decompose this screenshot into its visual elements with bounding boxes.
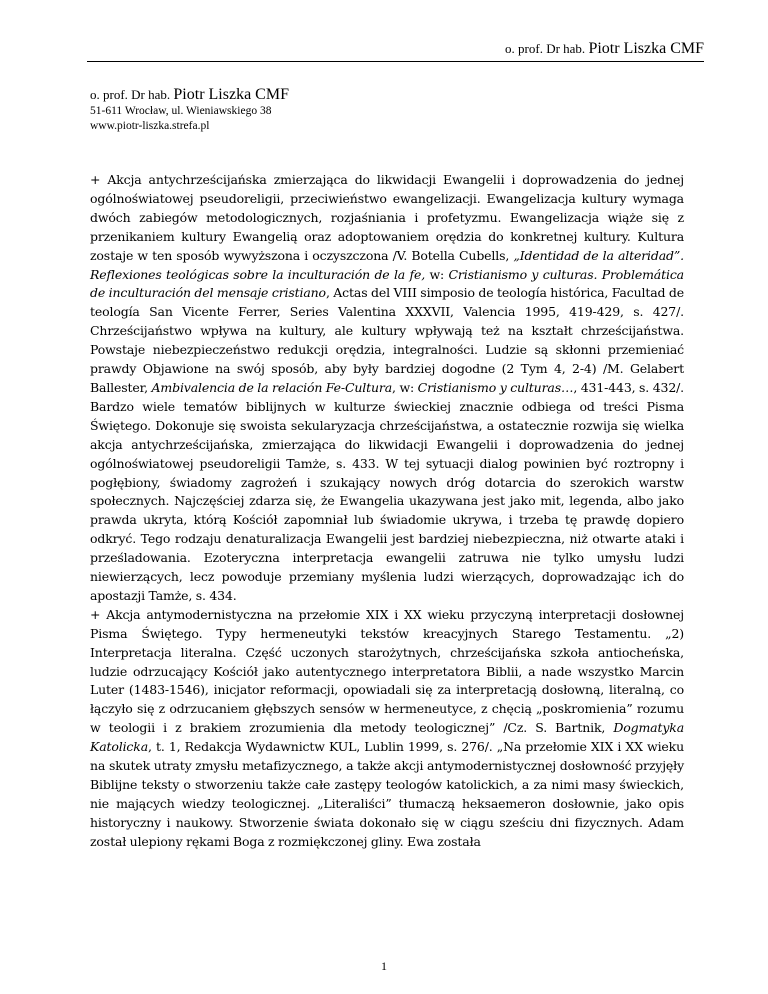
header-prefix: o. prof. Dr hab.: [505, 41, 586, 56]
paragraph-akcja-antychrzescijanska: [90, 171, 684, 606]
text-run: , 431-443, s. 432/. Bardzo wiele tematów biblijnych w kulturze świeckiej znacznie odbiega od treści Pisma Świętego. Dokonuje się swoista sekularyzacja chrześcijaństwa, a ostatecznie rozwija się wielka akcja antychrześcijańska, zmierzająca do likwidacji Ewangelii i doprowadzenia do jednej ogólnoświatowej pseudoreligii Tamże, s. 433. W tej sytuacji dialog powinien być roztropny i pogłębiony, świadomy zagrożeń i szukający nowych dróg dotarcia do szerokich warstw społecznych. Najczęściej zdarza się, że Ewangelia ukazywana jest jako mit, legenda, albo jako prawda ukryta, którą Kościół zapomniał lub świadomie ukrywa, i trzeba tę prawdę dopiero odkryć. Tego rodzaju denaturalizacja Ewangelii jest bardziej niebezpieczna, niż otwarte ataki i prześladowania. Ezoteryczna interpretacja ewangelii zatruwa nie tylko umysłu ludzi niewierzących, lecz powoduje przemiany myślenia ludzi wierzących, doprowadzając ich do apostazji Tamże, s. 434.: [90, 379, 685, 603]
page-number: 1: [381, 959, 387, 973]
author-name: Piotr Liszka CMF: [173, 86, 289, 103]
text-run: , Actas del VIII simposio de teología histórica, Facultad de teología San Vicente Ferrer, Series Valentina XXXVII, Valencia 1995, 419-429, s. 427/. Chrześcijaństwo wpływa na kultury, ale kultury wpływają też na kształt chrześcijaństwa. Powstaje niebezpieczeństwo redukcji orędzia, integralności. Ludzie są skłonni przemieniać prawdy Objawione na swój sposób, aby były bardziej dogodne (2 Tym 4, 2-4) /M. Gelabert Ballester,: [90, 285, 684, 395]
header-rule: [87, 61, 704, 62]
author-address: 51-611 Wrocław, ul. Wieniawskiego 38: [90, 105, 272, 117]
text-run: + Akcja antychrześcijańska zmierzająca do likwidacji Ewangelii i doprowadzenia do jednej ogólnoświatowej pseudoreligii, przeciwieństwo ewangelizacji. Ewangelizacja kultury wymaga dwóch zabiegów metodologicznych, rozjaśniania i profetyzmu. Ewangelizacja wiąże się z przenikaniem kultury Ewangelią oraz adoptowaniem orędzia do konkretnej kultury. Kultura zostaje w ten sposób wywyższona i oczyszczona /V. Botella Cubells,: [90, 172, 684, 263]
author-name-line: [90, 86, 289, 104]
italic-title: Ambivalencia de la relación Fe-Cultura: [151, 379, 393, 395]
text-run: + Akcja antymodernistyczna na przełomie XIX i XX wieku przyczyną interpretacji dosłownej Pisma Świętego. Typy hermeneutyki tekstów kreacyjnych Starego Testamentu. „2) Interpretacja literalna. Część uczonych starożytnych, chrześcijańska szkoła antiocheńska, ludzie odrzucający Kościół jako autentycznego interpretatora Biblii, a nade wszystko Marcin Luter (1483-1546), inicjator reformacji, opowiadali się za interpretacją dosłowną, literalną, co łączyło się z odrzucaniem głębszych sensów w hermeneutyce, z chęcią „poskromienia” rozumu w teologii i z brakiem zrozumienia dla metody teologicznej” /Cz. S. Bartnik,: [90, 606, 684, 736]
author-website: www.piotr-liszka.strefa.pl: [90, 120, 210, 132]
text-run: , w:: [392, 379, 418, 395]
italic-title: Dogmatyka Katolicka: [90, 720, 684, 755]
document-body: [90, 171, 684, 852]
text-run: , t. 1, Redakcja Wydawnictw KUL, Lublin 1999, s. 276/. „Na przełomie XIX i XX wieku na skutek utraty zmysłu metafizycznego, a także akcji antymodernistycznej dosłowność przyjęły Biblijne teksty o stworzeniu także całe zastępy teologów katolickich, a za nimi masy świeckich, nie mających wiedzy teologicznej. „Literaliści” tłumaczą heksaemeron dosłownie, jako opis historyczny i naukowy. Stworzenie świata dokonało się w ciągu sześciu dni fizycznych. Adam został ulepiony rękami Boga z rozmiękczonej gliny. Ewa została: [90, 739, 684, 849]
paragraph-akcja-antymodernistyczna: [90, 606, 684, 852]
italic-title: „Identidad de la alteridad”. Reflexiones teológicas sobre la inculturación de la fe,: [90, 247, 684, 282]
author-block: [90, 86, 289, 134]
italic-title: Cristianismo y culturas. Problemática de inculturación del mensaje cristiano: [90, 266, 684, 301]
header-author-name: Piotr Liszka CMF: [588, 40, 704, 57]
italic-title: Cristianismo y culturas…: [417, 379, 574, 395]
author-prefix: o. prof. Dr hab.: [90, 87, 171, 102]
text-run: w:: [425, 266, 449, 282]
running-header: [505, 40, 704, 58]
